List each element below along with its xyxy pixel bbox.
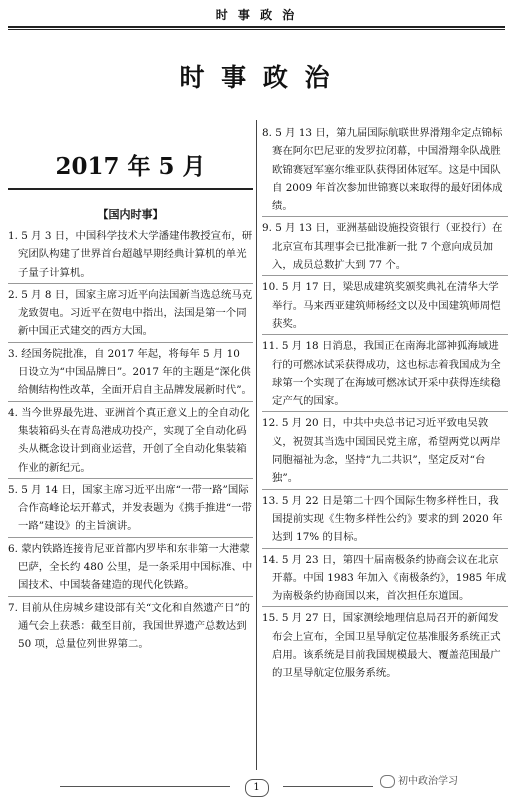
news-item-12: 12. 5 月 20 日，中共中央总书记习近平致电吴敦义，祝贺其当选中国国民党主席，希望两党以两岸同胞福祉为念，坚持“九二共识”，坚定反对“台独”。 (262, 417, 501, 485)
news-item-9: 9. 5 月 13 日，亚洲基础设施投资银行（亚投行）在北京宣布其理事会已批准新一批 7 个意向成员加入，成员总数扩大到 77 个。 (262, 222, 503, 272)
item-separator (8, 401, 253, 402)
right-column (262, 124, 508, 684)
news-item-4: 4. 当今世界最先进、亚洲首个真正意义上的全自动化集装箱码头在青岛港成功投产，实现了全自动化码头从概念设计到商业运营，开创了全自动化集装箱作业的新纪元。 (8, 406, 250, 474)
item-separator (262, 606, 508, 607)
item-separator (262, 334, 508, 335)
item-separator (8, 478, 253, 479)
news-item-15: 15. 5 月 27 日，国家测绘地理信息局召开的新闻发布会上宣布，全国卫星导航定位基准服务系统正式启用。该系统是目前我国规模最大、覆盖范围最广的卫星导航定位服务系统。 (262, 612, 501, 680)
month-heading: 2017 年 5 月 (55, 153, 206, 180)
news-item-6: 6. 蒙内铁路连接肯尼亚首都内罗毕和东非第一大港蒙巴萨，全长约 480 公里，是一条采用中国标准、中国技术、中国装备建造的现代化铁路。 (8, 542, 253, 592)
item-separator (262, 489, 508, 490)
item-separator (262, 548, 508, 549)
item-separator (8, 537, 253, 538)
month-rule (8, 188, 253, 190)
news-item-10: 10. 5 月 17 日，梁思成建筑奖颁奖典礼在清华大学举行。马来西亚建筑师杨经文以及中国建筑师周恺获奖。 (262, 281, 501, 330)
item-separator (8, 283, 253, 284)
item-separator (262, 275, 508, 276)
news-item-3: 3. 经国务院批准，自 2017 年起，将每年 5 月 10 日设立为“中国品牌日”。2017 年的主题是“深化供给侧结构性改革，全面开启自主品牌发展新时代”。 (8, 347, 252, 397)
news-item-13: 13. 5 月 22 日是第二十四个国际生物多样性日，我国提前实现《生物多样性公约》要求的到 2020 年达到 17% 的目标。 (262, 494, 503, 544)
page-number: 1 (245, 779, 269, 797)
header-rule-thin (8, 29, 505, 30)
item-separator (8, 596, 253, 597)
news-item-2: 2. 5 月 8 日，国家主席习近平向法国新当选总统马克龙致贺电。习近平在贺电中指出，法国是第一个同新中国正式建交的西方大国。 (8, 288, 253, 338)
item-separator (262, 216, 508, 217)
news-item-5: 5. 5 月 14 日，国家主席习近平出席“一带一路”国际合作高峰论坛开幕式，并发表题为《携手推进“一带一路”建设》的主旨演讲。 (8, 483, 252, 533)
running-header: 时 事 政 治 (215, 8, 298, 22)
section-heading: 【国内时事】 (97, 208, 164, 221)
news-item-11: 11. 5 月 18 日消息，我国正在南海北部神狐海域进行的可燃冰试采获得成功，这也标志着我国成为全球第一个实现了在海域可燃冰试开采中获得连续稳定产气的国家。 (262, 340, 501, 408)
item-separator (8, 342, 253, 343)
news-item-1: 1. 5 月 3 日，中国科学技术大学潘建伟教授宣布，研究团队构建了世界首台超越早期经典计算机的单光子量子计算机。 (8, 230, 253, 279)
header-rule (8, 26, 505, 28)
news-item-14: 14. 5 月 23 日，第四十届南极条约协商会议在北京开幕。中国 1983 年加入《南极条约》，1985 年成为南极条约协商国以来，首次担任东道国。 (262, 553, 507, 603)
news-item-8: 8. 5 月 13 日，第九届国际航联世界滑翔伞定点锦标赛在阿尔巴尼亚的发罗拉闭幕，中国滑翔伞队战胜欧锦赛冠军塞尔维亚队获得团体冠军。这是中国队自 2009 年首次参加世锦赛以来取得的最好团体成绩。 (262, 127, 503, 213)
chapter-title: 时 事 政 治 (179, 63, 334, 92)
left-column (8, 227, 253, 655)
wechat-icon (380, 775, 395, 788)
watermark (380, 772, 458, 788)
item-separator (262, 411, 508, 412)
watermark-text: 初中政治学习 (398, 776, 458, 787)
column-divider (256, 120, 257, 770)
news-item-7: 7. 目前从住房城乡建设部有关“文化和自然遗产日”的通气会上获悉：截至目前，我国世界遗产总数达到 50 项，总量位列世界第二。 (8, 601, 251, 651)
